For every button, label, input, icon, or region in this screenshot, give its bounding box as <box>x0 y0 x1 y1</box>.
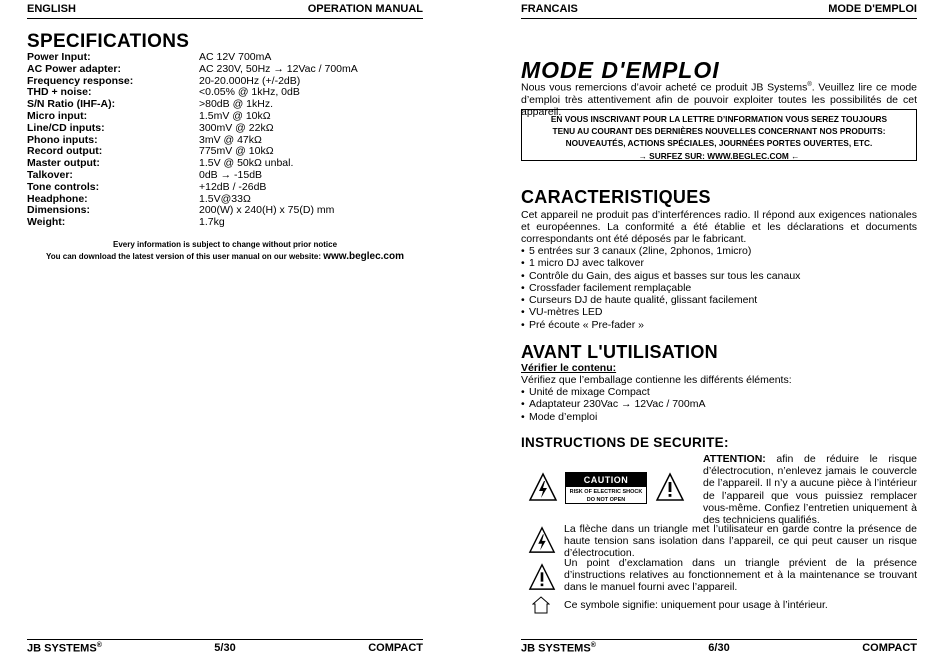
newsletter-line-3: NOUVEAUTÉS, ACTIONS SPÉCIALES, JOURNÉES PORTES OUVERTES, ETC. <box>565 138 873 149</box>
list-item <box>521 270 917 282</box>
list-item-text: Crossfader facilement remplaçable <box>529 281 692 294</box>
spec-row <box>27 182 423 194</box>
list-item <box>521 398 917 410</box>
spec-key: Talkover: <box>27 168 73 181</box>
lightning-symbol-text: La flèche dans un triangle met l’utilisateur en garde contre la présence de haute tension sans isolation dans l’appareil, ce qui peut causer un risque d’électrocution. <box>564 523 917 559</box>
verify-label: Vérifier le contenu: <box>521 362 617 374</box>
spec-value: 20-20.000Hz (+/-2dB) <box>199 74 301 87</box>
spec-value: 775mV @ 10kΩ <box>199 145 274 158</box>
house-icon <box>532 596 550 614</box>
registered-mark: ® <box>96 642 102 649</box>
left-header <box>27 3 423 19</box>
spec-key: Weight: <box>27 216 66 229</box>
footer-page-number: 5/30 <box>214 642 236 654</box>
list-item <box>521 245 917 257</box>
left-page <box>27 0 423 659</box>
list-item-text: 5 entrées sur 3 canaux (2line, 2phonos, 1micro) <box>529 245 752 257</box>
list-item-text: Adaptateur 230Vac → 12Vac / 700mA <box>529 398 706 411</box>
website-link[interactable]: www.beglec.com <box>323 251 404 262</box>
list-item-text: Contrôle du Gain, des aigus et basses sur tous les canaux <box>529 269 801 282</box>
spec-row <box>27 217 423 229</box>
notice-text: You can download the latest version of this user manual on our website: <box>46 252 324 261</box>
caracteristiques-title: CARACTERISTIQUES <box>521 187 711 207</box>
notice-line-1: Every information is subject to change without prior notice <box>112 240 338 249</box>
spec-key: THD + noise: <box>27 86 92 99</box>
mode-emploi-title: MODE D'EMPLOI <box>521 57 720 83</box>
spec-row <box>27 64 423 76</box>
bullet-icon: • <box>521 257 525 270</box>
verify-text: Vérifiez que l’emballage contienne les différents éléments: <box>521 374 792 386</box>
specifications-title: SPECIFICATIONS <box>27 31 190 52</box>
attention-text: afin de réduire le risque d’électrocution, n’enlevez jamais le couvercle de l’appareil. Il n’y a aucune pièce à l’intérieur de l’appareil que vous puissiez remplacer vous-même. Confiez l’entretien uniquement à des techniciens qualifiés. <box>703 453 917 527</box>
caution-label <box>565 472 647 504</box>
newsletter-line-2: TENU AU COURANT DES DERNIÈRES NOUVELLES CONCERNANT NOS PRODUITS: <box>552 126 886 137</box>
spec-value: 3mV @ 47kΩ <box>199 133 262 146</box>
spec-key: Dimensions: <box>27 204 91 217</box>
bullet-icon: • <box>521 398 525 411</box>
bullet-icon: • <box>521 294 525 307</box>
spec-key: Master output: <box>27 157 100 170</box>
spec-key: Line/CD inputs: <box>27 121 105 134</box>
list-item <box>521 282 917 294</box>
spec-value: 300mV @ 22kΩ <box>199 121 274 134</box>
bullet-icon: • <box>521 410 525 423</box>
spec-value: AC 12V 700mA <box>199 51 272 63</box>
spec-key: AC Power adapter: <box>27 62 121 75</box>
bullet-icon: • <box>521 386 525 398</box>
exclamation-symbol-text: Un point d’exclamation dans un triangle prévient de la présence d’instructions relatives au fonctionnement et à la maintenance se trouvant dans le manuel fourni avec l’appareil. <box>564 557 917 593</box>
spec-value: >80dB @ 1kHz. <box>199 98 273 111</box>
caution-word: CAUTION <box>566 473 646 487</box>
spec-key: Frequency response: <box>27 74 134 87</box>
bullet-icon: • <box>521 245 525 257</box>
spec-value: 1.5mV @ 10kΩ <box>199 109 271 122</box>
attention-paragraph <box>703 453 917 526</box>
list-item-text: VU-mètres LED <box>529 306 603 319</box>
list-item-text: Unité de mixage Compact <box>529 386 650 398</box>
footer-model: COMPACT <box>862 642 917 654</box>
spec-key: Micro input: <box>27 109 88 122</box>
spec-value: 200(W) x 240(H) x 75(D) mm <box>199 204 335 217</box>
list-item-text: Curseurs DJ de haute qualité, glissant facilement <box>529 294 758 307</box>
left-footer <box>27 639 423 655</box>
footer-brand-text: JB SYSTEMS <box>521 642 591 655</box>
right-page <box>521 0 917 659</box>
footer-brand-text: JB SYSTEMS <box>27 642 97 655</box>
spec-value: <0.05% @ 1kHz, 0dB <box>199 86 300 99</box>
list-item-text: Pré écoute « Pre-fader » <box>529 318 644 331</box>
list-item-text: 1 micro DJ avec talkover <box>529 257 644 270</box>
avant-utilisation-body <box>521 362 917 423</box>
lightning-triangle-icon <box>528 472 558 502</box>
spec-key: S/N Ratio (IHF-A): <box>27 98 116 111</box>
lightning-triangle-icon <box>528 526 556 554</box>
bullet-icon: • <box>521 269 525 282</box>
intro-text-b: . Veuillez lire ce mode d’emploi très attentivement afin de pouvoir exploiter toutes les possibilités de cet appareil. <box>521 81 918 118</box>
spec-value: 1.5V @ 50kΩ unbal. <box>199 157 294 170</box>
list-item <box>521 411 917 423</box>
specifications-table <box>27 52 423 229</box>
list-item-text: Mode d’emploi <box>529 410 598 423</box>
spec-value: +12dB / -26dB <box>199 180 267 193</box>
exclamation-triangle-icon <box>528 563 556 591</box>
spec-value: AC 230V, 50Hz → 12Vac / 700mA <box>199 62 358 75</box>
list-item <box>521 257 917 269</box>
list-item <box>521 386 917 398</box>
spec-value: 0dB → -15dB <box>199 168 263 181</box>
newsletter-line-1: EN VOUS INSCRIVANT POUR LA LETTRE D’INFORMATION VOUS SEREZ TOUJOURS <box>550 114 888 124</box>
house-symbol-text: Ce symbole signifie: uniquement pour usage à l’intérieur. <box>564 599 828 611</box>
notice-line-2 <box>27 251 423 263</box>
notice <box>27 239 423 263</box>
header-language: FRANCAIS <box>521 3 578 15</box>
spec-row <box>27 205 423 217</box>
intro-text-a: Nous vous remercions d’avoir acheté ce produit JB Systems <box>521 81 808 94</box>
header-section: OPERATION MANUAL <box>307 3 423 15</box>
footer-page-number: 6/30 <box>708 642 730 654</box>
right-footer <box>521 639 917 655</box>
list-item <box>521 306 917 318</box>
spec-key: Tone controls: <box>27 180 100 193</box>
attention-label: ATTENTION: <box>703 453 766 465</box>
caution-line-2: DO NOT OPEN <box>586 497 626 503</box>
spec-key: Headphone: <box>27 192 88 205</box>
header-section: MODE D'EMPLOI <box>828 3 917 15</box>
newsletter-website[interactable]: → SURFEZ SUR: WWW.BEGLEC.COM ← <box>638 150 800 161</box>
spec-key: Record output: <box>27 145 103 158</box>
contents-list <box>521 386 917 423</box>
spec-key: Power Input: <box>27 51 91 63</box>
list-item <box>521 294 917 306</box>
spec-key: Phono inputs: <box>27 133 98 146</box>
spec-row <box>27 170 423 182</box>
caution-text <box>566 487 646 504</box>
footer-model: COMPACT <box>368 642 423 654</box>
avant-utilisation-title: AVANT L'UTILISATION <box>521 342 718 362</box>
spec-value: 1.7kg <box>199 216 225 229</box>
caracteristiques-body <box>521 209 917 331</box>
caracteristiques-text: Cet appareil ne produit pas d’interférences radio. Il répond aux exigences nationales et européennes. La conformité a été établie et les déclarations et documents correspondants ont été déposés par le fabricant. <box>521 209 917 245</box>
header-language: ENGLISH <box>27 3 76 15</box>
exclamation-triangle-icon <box>655 472 685 502</box>
bullet-icon: • <box>521 281 525 294</box>
caution-line-1: RISK OF ELECTRIC SHOCK <box>569 489 643 495</box>
bullet-icon: • <box>521 306 525 319</box>
bullet-icon: • <box>521 318 525 331</box>
newsletter-box <box>521 109 917 161</box>
spec-row <box>27 111 423 123</box>
list-item <box>521 319 917 331</box>
spec-value: 1.5V@33Ω <box>199 192 251 205</box>
spec-row <box>27 123 423 135</box>
securite-title: INSTRUCTIONS DE SECURITE: <box>521 435 729 450</box>
registered-mark: ® <box>807 82 812 88</box>
right-header <box>521 3 917 19</box>
registered-mark: ® <box>590 642 596 649</box>
features-list <box>521 245 917 331</box>
